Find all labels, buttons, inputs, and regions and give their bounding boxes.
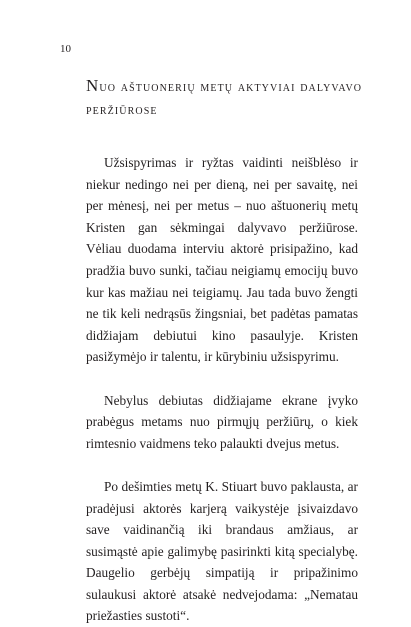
- chapter-title-initial: N: [86, 76, 100, 95]
- page-number: 10: [60, 43, 71, 55]
- chapter-title-rest: uo aštuonerių metų aktyviai dalyvavo peržiūrose: [86, 79, 363, 118]
- chapter-title: [86, 74, 366, 122]
- body-text: [86, 152, 358, 627]
- paragraph: Nebylus debiutas didžiajame ekrane įvyko prabėgus metams nuo pirmųjų peržiūrų, o kiek rimtesnio vaidmens teko palaukti dvejus metus.: [86, 392, 358, 451]
- paragraph: Po dešimties metų K. Stiuart buvo paklausta, ar pradėjusi aktorės karjerą vaikystėje įsivaizdavo save vaidinančią iki brandaus amžiaus, ar susimąstė apie galimybę pasirinkti kitą specialybę. Daugelio gerbėjų simpatiją ir pripažinimo sulaukusi aktorė atsakė nedvejodama: „Nematau priežasties sustoti“.: [86, 478, 358, 624]
- paragraph: Užsispyrimas ir ryžtas vaidinti neišblėso ir niekur nedingo nei per dieną, nei per savaitę, nei per mėnesį, nei per metus – nuo aštuonerių metų Kristen gan sėkmingai dalyvavo peržiūrose. Vėliau duodama interviu aktorė prisipažino, kad pradžia buvo sunki, tačiau neigiamų emocijų buvo kur kas mažiau nei teigiamų. Jau tada buvo žengti ne tik keli nedrąsūs žingsniai, bet padėtas pamatas didžiajam debiutui kino pasaulyje. Kristen pasižymėjo ir talentu, ir kūrybiniu užsispyrimu.: [86, 155, 358, 365]
